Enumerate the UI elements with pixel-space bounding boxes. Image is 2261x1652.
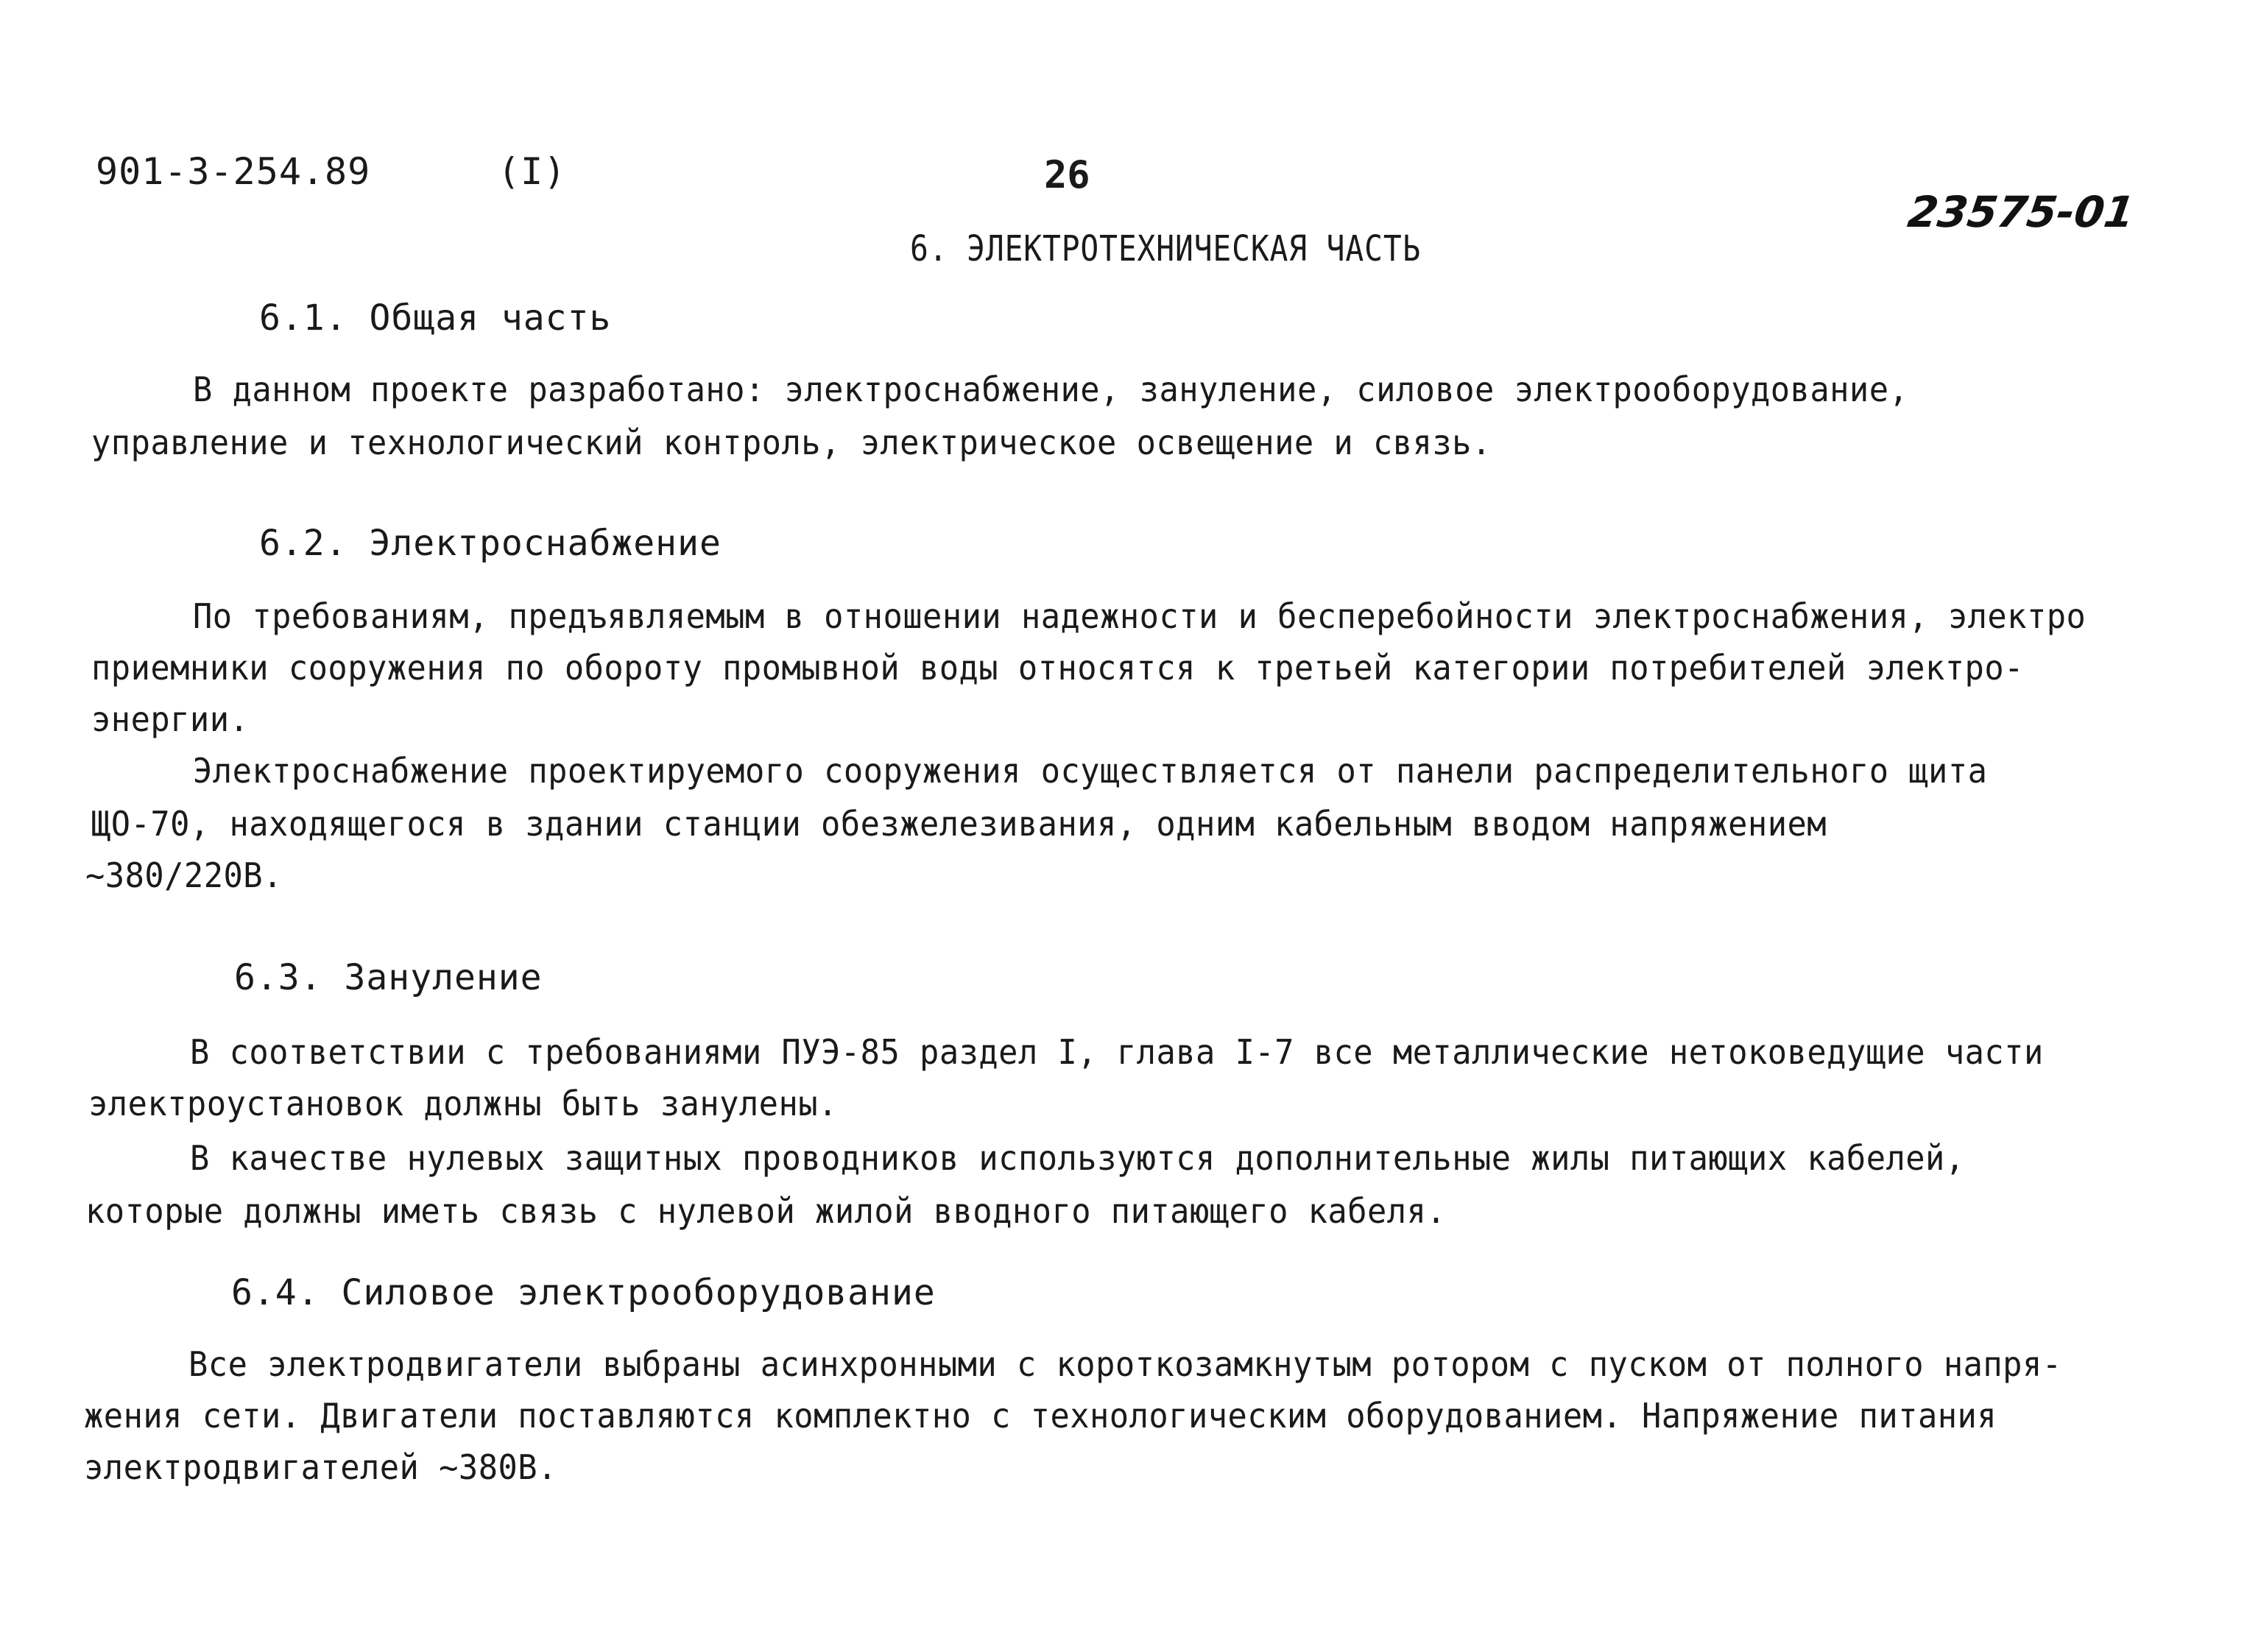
- paragraph-line: энергии.: [91, 699, 250, 739]
- paragraph-line: В качестве нулевых защитных проводников используются дополнительные жилы питающих кабелей,: [190, 1138, 1965, 1178]
- section-title: 6. ЭЛЕКТРОТЕХНИЧЕСКАЯ ЧАСТЬ: [910, 228, 1422, 269]
- paragraph-line: В данном проекте разработано: электроснабжение, зануление, силовое электрооборудование,: [193, 370, 1909, 409]
- paragraph-line: Все электродвигатели выбраны асинхронными с короткозамкнутым ротором с пуском от полного напря-: [188, 1344, 2062, 1384]
- paragraph-line: электродвигателей ~380В.: [84, 1447, 557, 1487]
- inventory-stamp: 23575-01: [1905, 187, 2138, 237]
- heading-6-2: 6.2. Электроснабжение: [259, 523, 722, 564]
- paragraph-line: ЩО-70, находящегося в здании станции обезжелезивания, одним кабельным вводом напряжением: [91, 804, 1827, 844]
- document-code: 901-3-254.89: [96, 150, 371, 193]
- paragraph-line: жения сети. Двигатели поставляются комплектно с технологическим оборудованием. Напряжение питания: [84, 1396, 1997, 1436]
- paragraph-line: управление и технологический контроль, электрическое освещение и связь.: [91, 423, 1492, 462]
- paragraph-line: По требованиям, предъявляемым в отношении надежности и бесперебойности электроснабжения, электро: [193, 596, 2087, 636]
- page-number: 26: [1044, 153, 1090, 197]
- document-part: (I): [498, 150, 567, 193]
- paragraph-line: В соответствии с требованиями ПУЭ-85 раздел I, глава I-7 все металлические нетоковедущие части: [190, 1032, 2044, 1072]
- paragraph-line: Электроснабжение проектируемого сооружения осуществляется от панели распределительного щита: [193, 751, 1988, 791]
- paragraph-line: приемники сооружения по обороту промывной воды относятся к третьей категории потребителей электро-: [91, 648, 2024, 688]
- heading-6-1: 6.1. Общая часть: [259, 297, 612, 339]
- paragraph-line: ~380/220В.: [85, 855, 283, 895]
- heading-6-4: 6.4. Силовое электрооборудование: [231, 1272, 936, 1313]
- paragraph-line: электроустановок должны быть занулены.: [88, 1084, 838, 1123]
- heading-6-3: 6.3. Зануление: [234, 957, 543, 998]
- paragraph-line: которые должны иметь связь с нулевой жилой вводного питающего кабеля.: [85, 1191, 1447, 1231]
